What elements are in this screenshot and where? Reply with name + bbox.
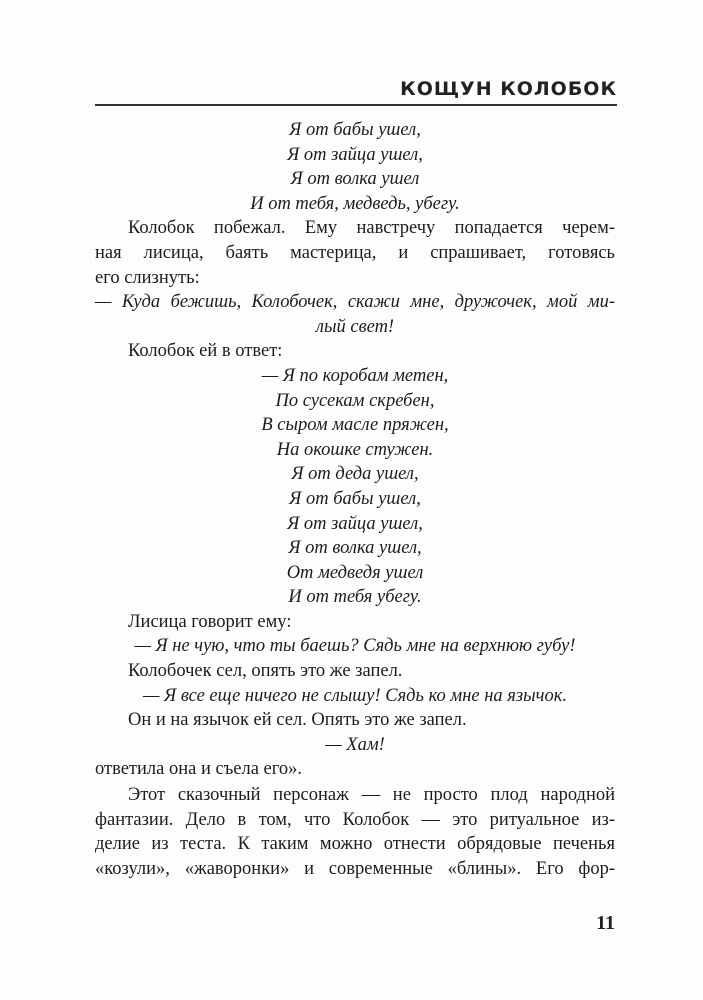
paragraph-character	[95, 783, 615, 881]
prose-line: его слизнуть:	[95, 267, 200, 288]
prose-line: ответила она и съела его».	[95, 759, 303, 780]
verse-line: В сыром масле пряжен,	[261, 415, 449, 436]
page-number: 11	[596, 912, 615, 934]
verse-line: От медведя ушел	[286, 562, 424, 583]
page-body	[95, 118, 615, 881]
dialogue-line: — Хам!	[325, 734, 385, 755]
verse-line: Я от бабы ушел,	[289, 120, 421, 140]
prose-line: Этот сказочный персонаж — не просто плод народной	[128, 785, 615, 806]
verse-line: Я от волка ушел,	[288, 538, 422, 559]
fox-question	[95, 290, 615, 339]
verse-line: Я от деда ушел,	[291, 464, 419, 485]
verse-line: На окошке стужен.	[276, 439, 434, 460]
prose-line: Лисица говорит ему:	[128, 611, 292, 632]
verse-stanza-1	[95, 118, 615, 216]
verse-line: Я от бабы ушел,	[289, 488, 421, 509]
prose-line: фантазии. Дело в том, что Колобок — это ритуальное из-	[95, 809, 615, 830]
prose-line: делие из теста. К таким можно отнести обрядовые печенья	[95, 834, 615, 855]
prose-line: «козули», «жаворонки» и современные «блины». Его фор-	[95, 858, 615, 879]
paragraph-kolobok-ran	[95, 216, 615, 290]
prose-line: Колобочек сел, опять это же запел.	[128, 661, 403, 682]
running-head-title: КОЩУН КОЛОБОК	[400, 78, 617, 100]
verse-line: Я от зайца ушел,	[287, 144, 423, 165]
prose-line: Он и на язычок ей сел. Опять это же запел.	[128, 710, 467, 731]
prose-line: Колобок ей в ответ:	[128, 341, 283, 362]
verse-stanza-2	[95, 364, 615, 610]
verse-line: И от тебя убегу.	[288, 587, 422, 608]
verse-line: Я от волка ушел	[290, 169, 420, 190]
running-header	[95, 76, 617, 106]
verse-line: — Я по коробам метен,	[261, 365, 449, 386]
prose-line: ная лисица, баять мастерица, и спрашивает, готовясь	[95, 242, 615, 263]
dialogue-line: — Куда бежишь, Колобочек, скажи мне, дружочек, мой ми-	[95, 292, 615, 313]
dialogue-line: — Я все еще ничего не слышу! Сядь ко мне на язычок.	[142, 685, 567, 706]
verse-line: Я от зайца ушел,	[287, 513, 423, 534]
dialogue-line: лый свет!	[315, 316, 395, 337]
verse-line: И от тебя, медведь, убегу.	[250, 193, 460, 214]
dialogue-line: — Я не чую, что ты баешь? Сядь мне на верхнюю губу!	[134, 636, 576, 657]
prose-line: Колобок побежал. Ему навстречу попадается черем-	[128, 218, 615, 239]
verse-line: По сусекам скребен,	[275, 390, 435, 411]
